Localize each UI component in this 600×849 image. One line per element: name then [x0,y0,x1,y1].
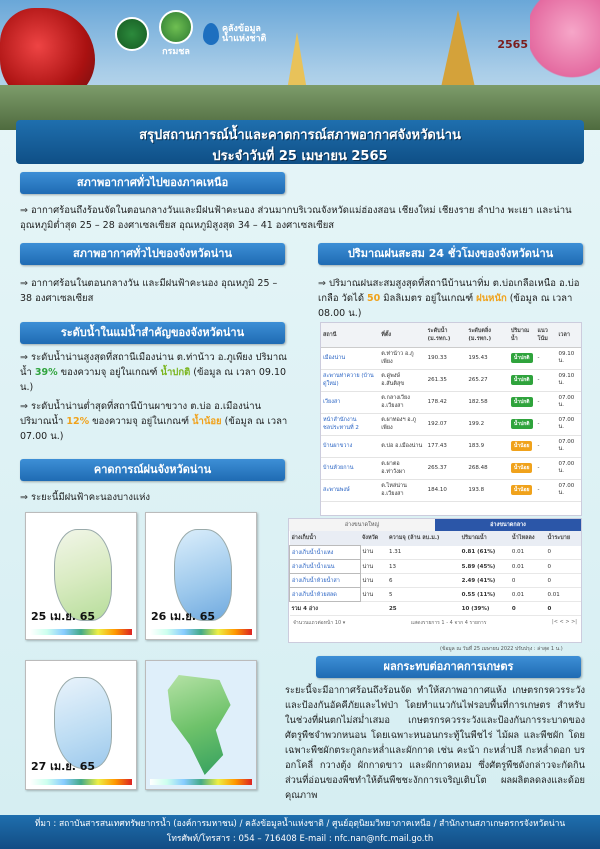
rain-forecast-text: ⇒ ระยะนี้มีฝนฟ้าคะนองบางแห่ง [20,492,151,503]
col-location[interactable]: ที่ตั้ง [379,323,425,347]
inflow-cell: 0.01 [510,588,546,602]
title-line1: สรุปสถานการณ์น้ำและคาดการณ์สภาพอากาศจังหวัดน่าน [139,128,461,143]
color-scale [150,779,252,785]
status-cell [509,457,536,479]
location-cell: ต.กลางเวียง อ.เวียงสา [379,391,425,413]
total-label: รวม 4 อ่าง [290,602,361,616]
map-header [26,513,136,523]
status-cell [509,347,536,369]
inflow-cell: 0 [510,574,546,588]
rid-logo-text: กรมชล [162,47,190,57]
total-inflow: 0 [510,602,546,616]
station-cell[interactable]: หน้าสำนักงานชลประทานที่ 2 [321,413,379,435]
logo-group [115,10,266,58]
table-row[interactable] [321,413,581,435]
station-cell[interactable]: เวียงสา [321,391,379,413]
rain-24h-text: ⇒ ปริมาณฝนสะสมสูงสุดที่สถานีบ้านนาทิ่ม ต.บ่อเกลือเหนือ อ.บ่อเกลือ วัดได้ 50 มิลลิเมตร อยู่ในเกณฑ์ ฝนหนัก (ข้อมูล ณ เวลา 08.00 น.) [318,278,580,319]
location-cell: ต.ดู่พงษ์ อ.สันติสุข [379,369,425,391]
station-cell[interactable]: บ้านห้วยกาน [321,457,379,479]
map-header [146,513,256,523]
col-bank-level[interactable]: ระดับตลิ่ง (ม.รทก.) [466,323,508,347]
location-cell: ต.บ่อ อ.เมืองน่าน [379,435,425,457]
trend-cell: - [536,479,557,501]
tab-medium-reservoir[interactable]: อ่างขนาดกลาง [435,519,581,531]
map-date-label: 27 เม.ย. 65 [31,760,96,773]
table-row[interactable] [321,435,581,457]
title-line2: ประจำวันที่ 25 เมษายน 2565 [212,149,388,164]
first-page-icon[interactable]: |< [552,619,558,625]
capacity-cell: 5 [387,588,460,602]
color-scale [30,629,132,635]
status-cell [509,413,536,435]
thaiwater-logo-line2: น้ำแห่งชาติ [222,34,267,44]
nan-weather-heading: สภาพอากาศทั่วไปของจังหวัดน่าน [20,243,285,265]
arrow-right-icon: ⇒ [20,401,28,412]
province-shape [54,677,112,769]
water-level-cell: 178.42 [426,391,467,413]
trend-cell: - [536,391,557,413]
volume-cell: 2.49 (41%) [460,574,510,588]
reservoir-name-cell[interactable]: อ่างเก็บน้ำน้ำแหง [290,546,361,560]
time-cell: 07.00 น. [557,391,581,413]
time-cell: 07.00 น. [557,413,581,435]
location-cell: ต.ผาตอ อ.ท่าวังผา [379,457,425,479]
col-station[interactable]: สถานี [321,323,379,347]
col-outflow[interactable]: น้ำระบาย [546,531,582,546]
status-badge: น้ำน้อย [511,463,533,473]
col-time[interactable]: เวลา [557,323,581,347]
agriculture-heading: ผลกระทบต่อภาคการเกษตร [316,656,581,678]
total-volume: 10 (39%) [460,602,510,616]
trend-cell: - [536,347,557,369]
rows-per-page-select[interactable]: 10 [334,620,342,626]
bank-level-cell: 183.9 [466,435,508,457]
status-cell [509,369,536,391]
north-weather-heading: สภาพอากาศทั่วไปของภาคเหนือ [20,172,285,194]
time-cell: 07.00 น. [557,479,581,501]
arrow-right-icon: ⇒ [20,492,28,503]
status-badge: น้ำปกติ [511,353,533,363]
trend-cell: - [536,457,557,479]
col-inflow[interactable]: น้ำไหลลง [510,531,546,546]
province-cell: น่าน [360,574,387,588]
bank-level-cell: 195.43 [466,347,508,369]
total-capacity: 25 [387,602,460,616]
reservoir-name-cell[interactable]: อ่างเก็บน้ำห้วยสลด [290,588,361,602]
arrow-right-icon: ⇒ [318,278,326,289]
map-header [146,661,256,671]
table-row[interactable] [321,347,581,369]
table-row[interactable] [321,391,581,413]
status-badge: น้ำปกติ [511,375,533,385]
table-row[interactable] [321,457,581,479]
map-date-label: 26 เม.ย. 65 [151,610,216,623]
flower-icon [530,0,600,80]
time-cell: 09.10 น. [557,369,581,391]
map-date-label: 25 เม.ย. 65 [31,610,96,623]
rid-logo [159,10,193,58]
trend-cell: - [536,435,557,457]
map-header [26,661,136,671]
reservoir-tabs [289,519,581,531]
forecast-map-25 [25,512,137,640]
location-cell: ต.ท่าน้าว อ.ภูเพียง [379,347,425,369]
reservoir-table [288,518,582,643]
year-badge: 2565 [497,38,528,51]
item1-level: น้ำปกติ [160,367,191,378]
table-row[interactable] [290,588,582,602]
thailand-shape [164,675,238,775]
total-outflow: 0 [546,602,582,616]
reservoir-name-cell[interactable]: อ่างเก็บน้ำน้ำแนน [290,560,361,574]
rain-level: ฝนหนัก [476,293,507,304]
thailand-rain-map [145,660,257,790]
thaiwater-logo [203,23,266,45]
header-banner [0,0,600,130]
water-drop-icon [203,23,219,45]
table-row[interactable] [321,369,581,391]
time-cell: 07.00 น. [557,457,581,479]
col-reservoir[interactable]: อ่างเก็บน้ำ [290,531,361,546]
agriculture-text: ระยะนี้จะมีอากาศร้อนถึงร้อนจัด ทำให้สภาพอากาศแห้ง เกษตรกรควรระวังและป้องกันอัคคีภัยและไฟป่า โดยทำแนวกันไฟรอบพื้นที่การเกษตร สำหรับในช่วงที่ฝนตกไม่สม่ำเสมอ เกษตรกรควรระวังและป้องกันการระบาดของศัตรูพืชจำพวกหนอน โดยเฉพาะหนอนกระทู้ในพืชไร่ ไม้ผล และพืชผัก โดยเฉพาะพืชผักตระกูลกะหล่ำและผักกาด เช่น คะน้า กะหล่ำปลี กะหล่ำดอก บรอกโคลี่ กวางตุ้ง ผักกาดขาว และผักกาดหอม ซึ่งศัตรูพืชดังกล่าวจะกัดกินส่วนที่อ่อนของพืชทำให้ต้นพืชชะงักการเจริญเติบโต ผลผลิตลดลงและด้อยคุณภาพ [285,685,585,801]
arrow-right-icon: ⇒ [20,278,28,289]
chevron-down-icon: ▾ [342,620,346,626]
province-cell: น่าน [360,560,387,574]
station-cell[interactable]: สะพานพงษ์ [321,479,379,501]
nan-weather-text: ⇒ อากาศร้อนในตอนกลางวัน และมีฝนฟ้าคะนอง อุณหภูมิ 25 – 38 องศาเซลเซียส [20,278,278,304]
status-cell [509,391,536,413]
table-row[interactable] [290,560,582,574]
station-cell[interactable]: สะพานท่าควาย (บ้านดู่ใหม่) [321,369,379,391]
rain-forecast-heading: คาดการณ์ฝนจังหวัดน่าน [20,459,285,481]
col-status[interactable]: ปริมาณน้ำ [509,323,536,347]
item1-percent: 39% [34,367,58,378]
table-row[interactable] [290,574,582,588]
province-cell: น่าน [360,546,387,560]
rid-logo-icon [159,10,193,44]
table-row[interactable] [321,479,581,501]
status-badge: น้ำน้อย [511,485,533,495]
station-cell[interactable]: บ้านผาขวาง [321,435,379,457]
status-badge: น้ำน้อย [511,441,533,451]
ministry-logo-icon [115,17,149,51]
river-station-table [320,322,582,516]
thaiwater-logo-line1: คลังข้อมูล [222,24,261,34]
reservoir-name-cell[interactable]: อ่างเก็บน้ำห้วยน้ำสา [290,574,361,588]
river-level-heading: ระดับน้ำในแม่น้ำสำคัญของจังหวัดน่าน [20,322,285,344]
outflow-cell: 0 [546,560,582,574]
item2-level: น้ำน้อย [192,416,222,427]
arrow-right-icon: ⇒ [20,352,28,363]
river-level-item2: ⇒ ระดับน้ำน่านต่ำสุดที่สถานีบ้านผาขวาง ต.บ่อ อ.เมืองน่าน ปริมาณน้ำ 12% ของความจุ อยู่ในเกณฑ์ น้ำน้อย (ข้อมูล ณ เวลา 07.00 น.) [20,401,288,442]
bank-level-cell: 265.27 [466,369,508,391]
forecast-map-26 [145,512,257,640]
water-level-cell: 265.37 [426,457,467,479]
status-cell [509,479,536,501]
status-badge: น้ำปกติ [511,397,533,407]
footer-contact: โทรศัพท์/โทรสาร : 054 – 716408 E-mail : nfc.nan@nfc.mail.go.th [166,834,434,844]
capacity-cell: 6 [387,574,460,588]
col-volume[interactable]: ปริมาณน้ำ [460,531,510,546]
water-level-cell: 184.10 [426,479,467,501]
volume-cell: 0.55 (11%) [460,588,510,602]
volume-cell: 0.81 (61%) [460,546,510,560]
total-row [290,602,582,616]
inflow-cell: 0.01 [510,546,546,560]
trend-cell: - [536,369,557,391]
col-capacity[interactable]: ความจุ (ล้าน ลบ.ม.) [387,531,460,546]
water-level-cell: 261.35 [426,369,467,391]
station-cell[interactable]: เมืองน่าน [321,347,379,369]
water-level-cell: 177.43 [426,435,467,457]
color-scale [30,779,132,785]
bank-level-cell: 182.58 [466,391,508,413]
rain-value: 50 [367,293,381,304]
footer [0,815,600,849]
trend-cell: - [536,413,557,435]
outflow-cell: 0 [546,546,582,560]
bank-level-cell: 193.8 [466,479,508,501]
page-title [16,120,584,164]
col-province[interactable]: จังหวัด [360,531,387,546]
table-row[interactable] [290,546,582,560]
footer-source: ที่มา : สถาบันสารสนเทศทรัพยากรน้ำ (องค์การมหาชน) / คลังข้อมูลน้ำแห่งชาติ / ศูนย์อุตุนิยมวิทยาภาคเหนือ / สำนักงานสภาเกษตรกรจังหวัดน่าน [34,819,566,829]
tab-large-reservoir[interactable]: อ่างขนาดใหญ่ [289,519,435,531]
water-level-cell: 190.33 [426,347,467,369]
outflow-cell: 0.01 [546,588,582,602]
capacity-cell: 13 [387,560,460,574]
pagination [289,616,581,630]
arrow-right-icon: ⇒ [20,205,28,216]
page-range: แสดงรายการ 1 - 4 จาก 4 รายการ [410,620,487,626]
col-water-level[interactable]: ระดับน้ำ (ม.รทก.) [426,323,467,347]
time-cell: 07.00 น. [557,435,581,457]
bank-level-cell: 268.48 [466,457,508,479]
col-trend[interactable]: แนวโน้ม [536,323,557,347]
last-page-icon[interactable]: >| [571,619,577,625]
status-cell [509,435,536,457]
volume-cell: 5.89 (45%) [460,560,510,574]
water-level-cell: 192.07 [426,413,467,435]
status-badge: น้ำปกติ [511,419,533,429]
inflow-cell: 0.01 [510,560,546,574]
location-cell: ต.ผาทองฯ อ.ภูเพียง [379,413,425,435]
river-level-item1: ⇒ ระดับน้ำน่านสูงสุดที่สถานีเมืองน่าน ต.ท่าน้าว อ.ภูเพียง ปริมาณน้ำ 39% ของความจุ อยู่ในเกณฑ์ น้ำปกติ (ข้อมูล ณ เวลา 09.10 น.) [20,352,288,393]
next-page-icon[interactable]: > [565,619,570,625]
reservoir-note: (ข้อมูล ณ วันที่ 25 เมษายน 2022 ปรับปรุง : ล่าสุด 1 น.) [440,646,563,652]
time-cell: 09.10 น. [557,347,581,369]
rows-per-page-label: จำนวนแถวต่อหน้า [293,620,334,626]
province-cell: น่าน [360,588,387,602]
color-scale [150,629,252,635]
forecast-map-27 [25,660,137,790]
rain-24h-heading: ปริมาณฝนสะสม 24 ชั่วโมงของจังหวัดน่าน [318,243,583,265]
prev-page-icon[interactable]: < [559,619,564,625]
north-weather-text: ⇒ อากาศร้อนถึงร้อนจัดในตอนกลางวันและมีฝนฟ้าคะนอง ส่วนมากบริเวณจังหวัดแม่ฮ่องสอน เชียงใหม่ เชียงราย ลำปาง พะเยา และน่าน อุณหภูมิต่ำสุด 25 – 28 องศาเซลเซียส อุณหภูมิสูงสุด 34 – 41 องศาเซลเซียส [20,205,572,231]
item2-percent: 12% [66,416,90,427]
bank-level-cell: 199.2 [466,413,508,435]
capacity-cell: 1.31 [387,546,460,560]
outflow-cell: 0 [546,574,582,588]
location-cell: ต.ไหล่น่าน อ.เวียงสา [379,479,425,501]
